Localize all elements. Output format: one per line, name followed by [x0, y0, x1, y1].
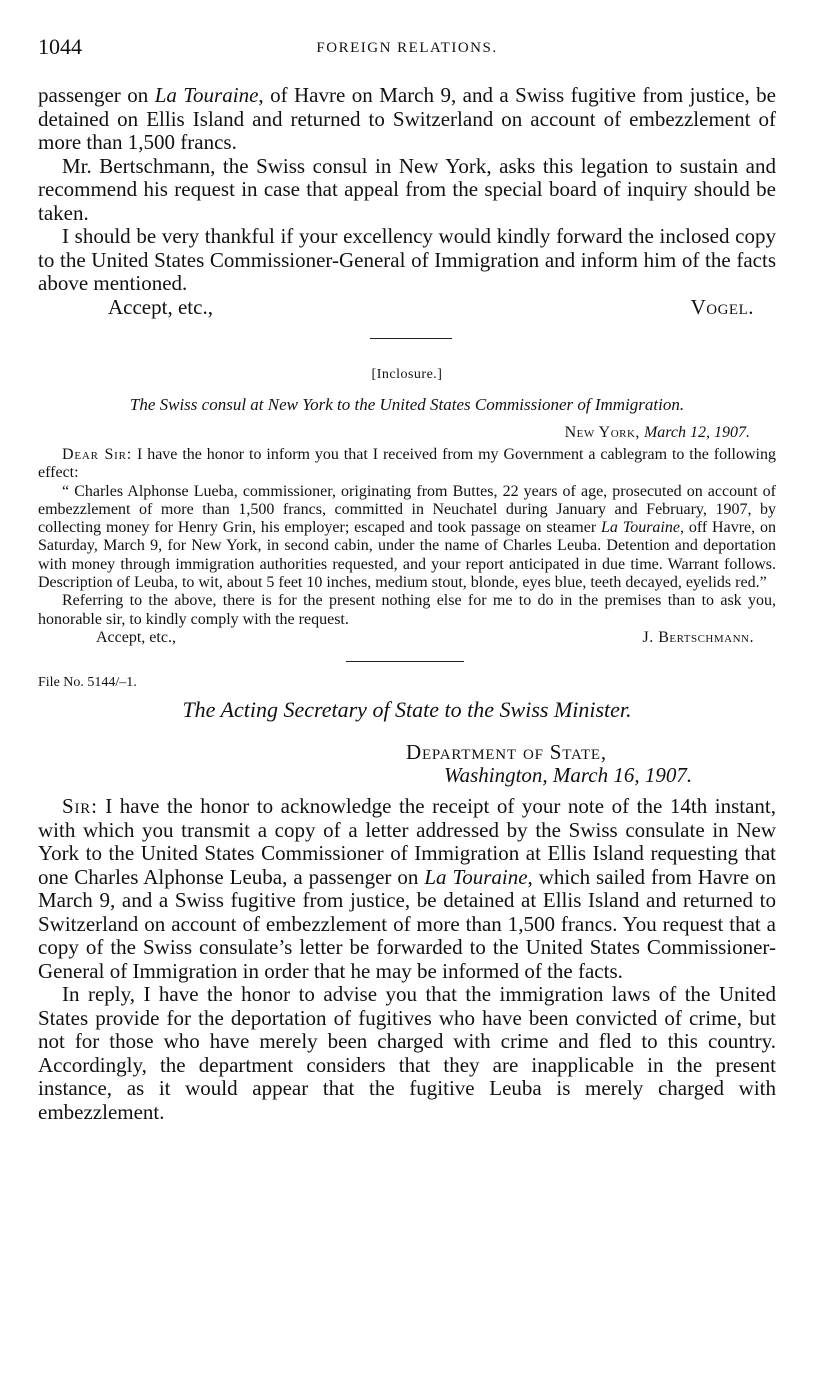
inclosure-dateline: New York, March 12, 1907. — [564, 424, 750, 441]
inclosure-section — [38, 367, 776, 647]
paragraph: Referring to the above, there is for the present nothing else for me to do in the premises than to ask you, honorable sir, to kindly comply with the request. — [38, 592, 776, 628]
document-page — [38, 34, 776, 1124]
paragraph: Mr. Bertschmann, the Swiss consul in New York, asks this legation to sustain and recommend his request in case that appeal from the special board of inquiry should be taken. — [38, 153, 776, 225]
signature: Vogel. — [690, 294, 754, 319]
letter-title: The Acting Secretary of State to the Swiss Minister. — [182, 697, 632, 723]
ship-name: La Touraine — [424, 864, 528, 889]
letter-vogel — [38, 84, 776, 319]
department: Department of State, — [406, 740, 607, 765]
cablegram-quote: “ Charles Alphonse Lueba, commissioner, originating from Buttes, 22 years of age, prosecuted on account of embezzlement of more than 1,500 francs, committed in Neuchatel during January and February, 1907, by collecting money for Henry Grin, his employer; escaped and took passage on steamer La Touraine, off Havre, on Saturday, March 9, for New York, in second cabin, under the name of Charles Leuba. Detention and deportation with money through immigration authorities requested, and your report anticipated in due time. Warrant follows. Description of Leuba, to wit, about 5 feet 10 inches, medium stout, blonde, eyes blue, teeth decayed, eyelids red.” — [38, 482, 776, 592]
page-number: 1044 — [38, 34, 82, 59]
page-header — [38, 34, 776, 64]
inclosure-label: [Inclosure.] — [371, 367, 443, 382]
ship-name: La Touraine — [601, 519, 680, 537]
closing: Accept, etc., — [96, 628, 176, 646]
salutation: Dear Sir: — [62, 446, 133, 463]
closing: Accept, etc., — [108, 294, 213, 319]
paragraph: Sir: I have the honor to acknowledge the receipt of your note of the 14th instant, with which you transmit a copy of a letter addressed by the Swiss consulate in New York to the United States Commissioner of Immigration at Ellis Island requesting that one Charles Alphonse Leuba, a passenger on La Touraine, which sailed from Havre on March 9, and a Swiss fugitive from justice, be detained at Ellis Island and returned to Switzerland on account of embezzlement of more than 1,500 francs. You request that a copy of the Swiss consulate’s letter be forwarded to the United States Commissioner-General of Immigration in order that he may be informed of the facts. — [38, 794, 776, 983]
closing-line — [38, 296, 776, 320]
paragraph: In reply, I have the honor to advise you that the immigration laws of the United States provide for the deportation of fugitives who have been convicted of crime, but not for those who have merely been charged with crime and fled to this country. Accordingly, the department considers that they are inapplicable in the present instance, as it would appear that the fugitive Leuba is merely charged with embezzlement. — [38, 982, 776, 1124]
divider — [346, 661, 464, 662]
running-head: FOREIGN RELATIONS. — [316, 40, 498, 56]
divider — [370, 338, 452, 339]
paragraph: passenger on La Touraine, of Havre on March 9, and a Swiss fugitive from justice, be detained on Ellis Island and returned to Switzerland on account of embezzlement of more than 1,500 francs. — [38, 83, 776, 154]
dateline-block — [38, 741, 776, 787]
closing-line — [38, 629, 776, 647]
signature: J. Bertschmann. — [642, 628, 754, 646]
letter-acting-secretary — [38, 697, 776, 1124]
salutation: Sir: — [62, 794, 98, 819]
file-number: File No. 5144/–1. — [38, 675, 137, 691]
inclosure-title: The Swiss consul at New York to the United States Commissioner of Immigration. — [129, 395, 685, 414]
paragraph: I should be very thankful if your excellency would kindly forward the inclosed copy to the United States Commissioner-General of Immigration and inform him of the facts above mentioned. — [38, 224, 776, 295]
ship-name: La Touraine — [154, 83, 259, 107]
paragraph: Dear Sir: I have the honor to inform you that I received from my Government a cablegram to the following effect: — [38, 446, 776, 482]
dateline: Washington, March 16, 1907. — [444, 763, 693, 788]
